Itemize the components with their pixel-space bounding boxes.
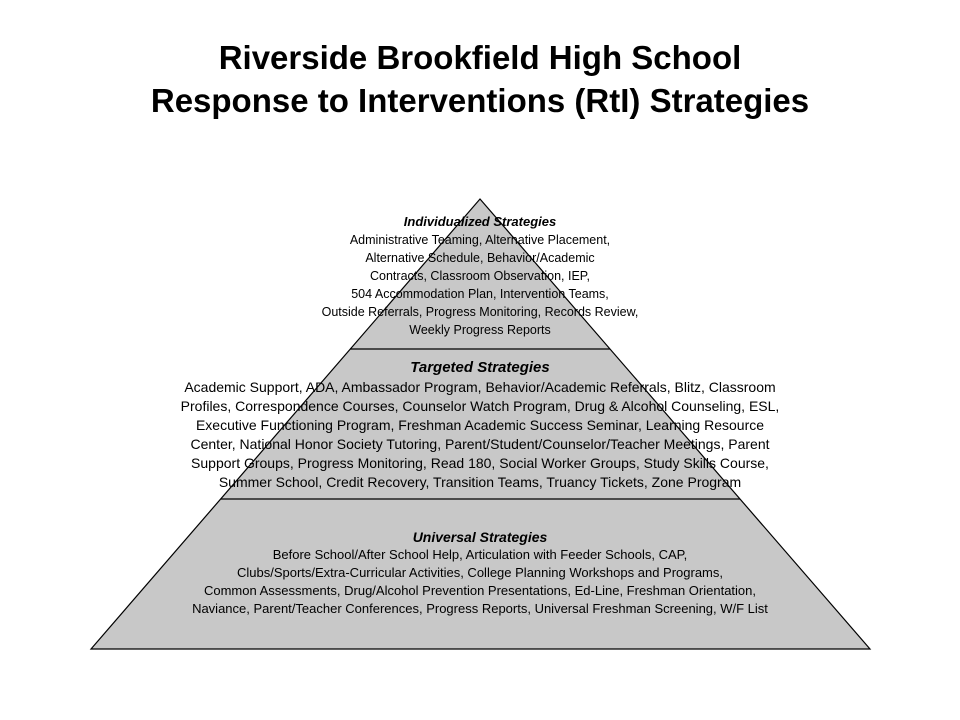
tier-text-line: Executive Functioning Program, Freshman Academic Success Seminar, Learning Resource (195, 417, 765, 433)
tier-text-line: Support Groups, Progress Monitoring, Read 180, Social Worker Groups, Study Skills Course, (191, 455, 769, 471)
title-line-subtitle: Response to Interventions (RtI) Strategies (150, 82, 810, 119)
tier-heading-universal: Universal Strategies (412, 529, 548, 545)
tier-text-line: 504 Accommodation Plan, Intervention Teams, (351, 287, 609, 301)
tier-text-line: Weekly Progress Reports (409, 323, 551, 337)
tier-heading-targeted: Targeted Strategies (410, 359, 550, 376)
tier-text-line: Clubs/Sports/Extra-Curricular Activities, College Planning Workshops and Programs, (236, 565, 723, 580)
tier-text-line: Common Assessments, Drug/Alcohol Prevention Presentations, Ed-Line, Freshman Orientation, (203, 583, 757, 598)
tier-text-line: Before School/After School Help, Articulation with Feeder Schools, CAP, (272, 547, 688, 562)
tier-text-line: Naviance, Parent/Teacher Conferences, Progress Reports, Universal Freshman Screening, W/F List (192, 601, 768, 616)
tier-text-line: Center, National Honor Society Tutoring, Parent/Student/Counselor/Teacher Meetings, Parent (190, 436, 770, 452)
tier-heading-individualized: Individualized Strategies (403, 214, 557, 229)
tier-targeted (100, 357, 860, 492)
title-line-school: Riverside Brookfield High School (218, 39, 742, 76)
tier-universal (100, 528, 860, 618)
tier-text-line: Administrative Teaming, Alternative Placement, (349, 233, 611, 247)
tier-individualized (280, 213, 680, 339)
tier-text-line: Summer School, Credit Recovery, Transition Teams, Truancy Tickets, Zone Program (218, 474, 742, 490)
tier-text-line: Contracts, Classroom Observation, IEP, (370, 269, 590, 283)
tier-text-line: Academic Support, ADA, Ambassador Program, Behavior/Academic Referrals, Blitz, Classroom (184, 379, 776, 395)
tier-text-line: Outside Referrals, Progress Monitoring, Records Review, (321, 305, 639, 319)
tier-text-line: Profiles, Correspondence Courses, Counselor Watch Program, Drug & Alcohol Counseling, ESL, (180, 398, 780, 414)
tier-text-line: Alternative Schedule, Behavior/Academic (365, 251, 595, 265)
